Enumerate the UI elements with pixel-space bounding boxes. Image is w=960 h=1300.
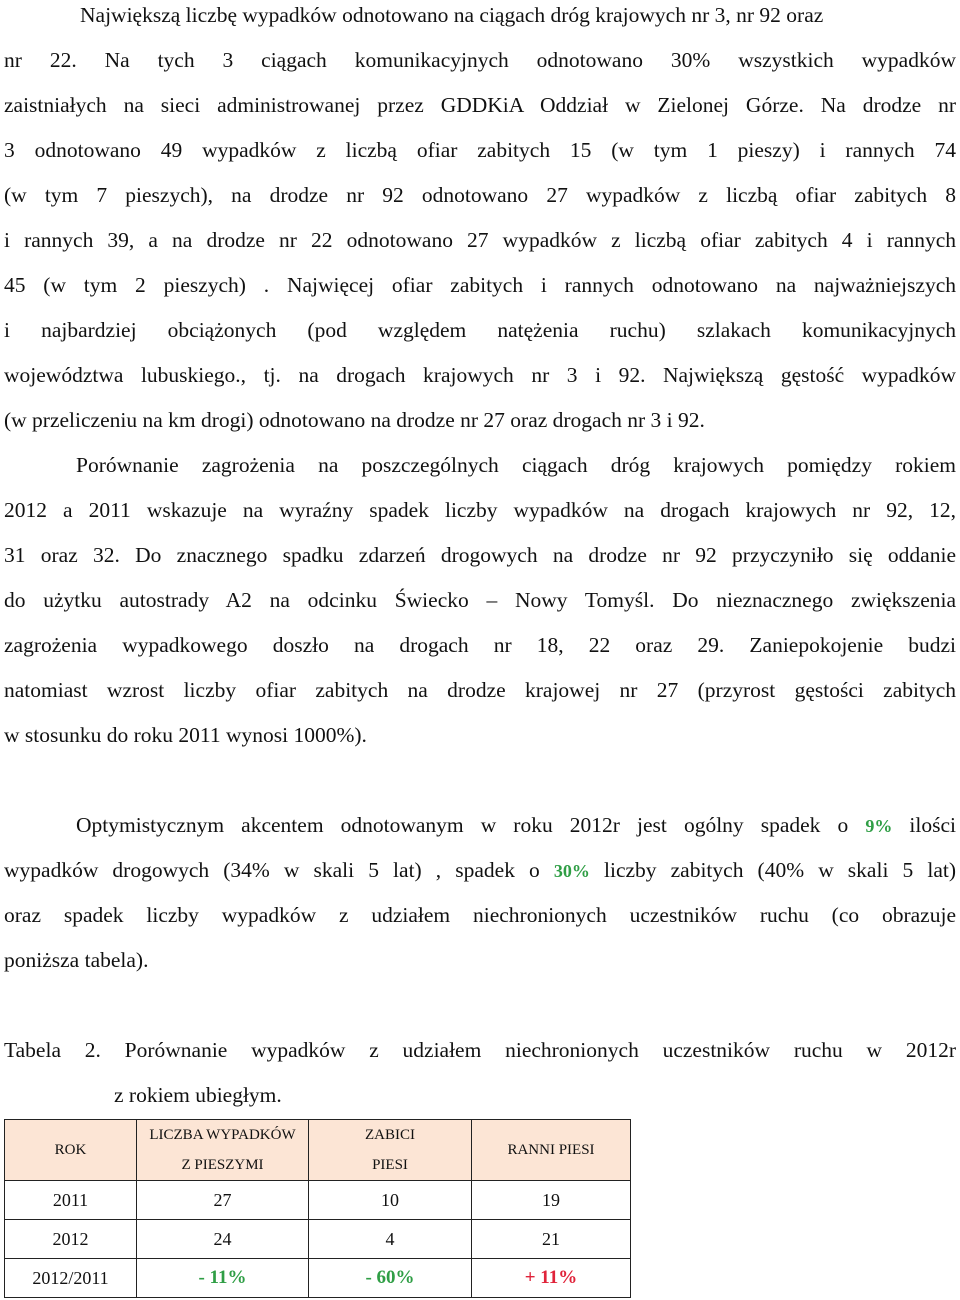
header-cell-ranni: RANNI PIESI	[472, 1120, 631, 1181]
highlight-percent: 30%	[553, 861, 590, 881]
header-cell-wypadki	[137, 1120, 309, 1181]
text-line: (w przeliczeniu na km drogi) odnotowano na drodze nr 27 oraz drogach nr 3 i 92.	[4, 408, 705, 432]
table-caption-continued: z rokiem ubiegłym.	[114, 1083, 282, 1107]
text-line: 45 (w tym 2 pieszych) . Najwięcej ofiar zabitych i rannych odnotowano na najważniejszych	[4, 273, 956, 297]
table-cell: 4	[309, 1220, 472, 1259]
text-line: Największą liczbę wypadków odnotowano na ciągach dróg krajowych nr 3, nr 92 oraz	[80, 3, 824, 27]
table-cell-change: + 11%	[472, 1259, 631, 1298]
header-line: ZABICI	[365, 1127, 415, 1143]
table-cell: 2012	[5, 1220, 137, 1259]
text-line: Porównanie zagrożenia na poszczególnych ciągach dróg krajowych pomiędzy rokiem	[76, 453, 956, 477]
table-row	[5, 1181, 631, 1220]
text-line: do użytku autostrady A2 na odcinku Świecko – Nowy Tomyśl. Do nieznacznego zwiększenia	[4, 588, 956, 612]
table-cell: 21	[472, 1220, 631, 1259]
text-line: (w tym 7 pieszych), na drodze nr 92 odnotowano 27 wypadków z liczbą ofiar zabitych 8	[4, 183, 956, 207]
table-cell: 19	[472, 1181, 631, 1220]
header-cell-zabici	[309, 1120, 472, 1181]
text-line: nr 22. Na tych 3 ciągach komunikacyjnych odnotowano 30% wszystkich wypadków	[4, 48, 956, 72]
text-span: ilości	[892, 813, 956, 837]
text-line: 31 oraz 32. Do znacznego spadku zdarzeń drogowych na drodze nr 92 przyczyniło się oddanie	[4, 543, 956, 567]
table-cell: 2011	[5, 1181, 137, 1220]
table-header-row	[5, 1120, 631, 1181]
text-line: zaistniałych na sieci administrowanej przez GDDKiA Oddział w Zielonej Górze. Na drodze nr	[4, 93, 956, 117]
highlight-percent: 9%	[865, 816, 893, 836]
table-cell: 2012/2011	[5, 1259, 137, 1298]
text-line: natomiast wzrost liczby ofiar zabitych na drodze krajowej nr 27 (przyrost gęstości zabitych	[4, 678, 956, 702]
header-line: LICZBA WYPADKÓW	[149, 1127, 296, 1143]
text-span: liczby zabitych (40% w skali 5 lat)	[589, 858, 956, 882]
text-line: województwa lubuskiego., tj. na drogach krajowych nr 3 i 92. Największą gęstość wypadków	[4, 363, 956, 387]
text-line	[4, 857, 956, 884]
text-span: wypadków drogowych (34% w skali 5 lat) , spadek o	[4, 858, 554, 882]
table-row	[5, 1259, 631, 1298]
table-cell: 24	[137, 1220, 309, 1259]
text-line: i rannych 39, a na drodze nr 22 odnotowano 27 wypadków z liczbą ofiar zabitych 4 i rannych	[4, 228, 956, 252]
table-row	[5, 1220, 631, 1259]
text-line: oraz spadek liczby wypadków z udziałem niechronionych uczestników ruchu (co obrazuje	[4, 903, 956, 927]
table-caption: Tabela 2. Porównanie wypadków z udziałem niechronionych uczestników ruchu w 2012r	[4, 1038, 956, 1062]
header-line: Z PIESZYMI	[181, 1157, 264, 1173]
text-span: Optymistycznym akcentem odnotowanym w roku 2012r jest ogólny spadek o	[76, 813, 866, 837]
table-cell-change: - 60%	[309, 1259, 472, 1298]
text-line: 3 odnotowano 49 wypadków z liczbą ofiar zabitych 15 (w tym 1 pieszy) i rannych 74	[4, 138, 956, 162]
header-cell-rok: ROK	[5, 1120, 137, 1181]
text-line	[76, 812, 956, 839]
comparison-table	[4, 1119, 631, 1298]
header-line: PIESI	[372, 1157, 408, 1173]
text-line: zagrożenia wypadkowego doszło na drogach nr 18, 22 oraz 29. Zaniepokojenie budzi	[4, 633, 956, 657]
text-line: poniższa tabela).	[4, 948, 149, 972]
text-line: 2012 a 2011 wskazuje na wyraźny spadek liczby wypadków na drogach krajowych nr 92, 12,	[4, 498, 956, 522]
text-line: w stosunku do roku 2011 wynosi 1000%).	[4, 723, 367, 747]
text-line: i najbardziej obciążonych (pod względem natężenia ruchu) szlakach komunikacyjnych	[4, 318, 956, 342]
table-cell: 27	[137, 1181, 309, 1220]
table-cell-change: - 11%	[137, 1259, 309, 1298]
table-cell: 10	[309, 1181, 472, 1220]
